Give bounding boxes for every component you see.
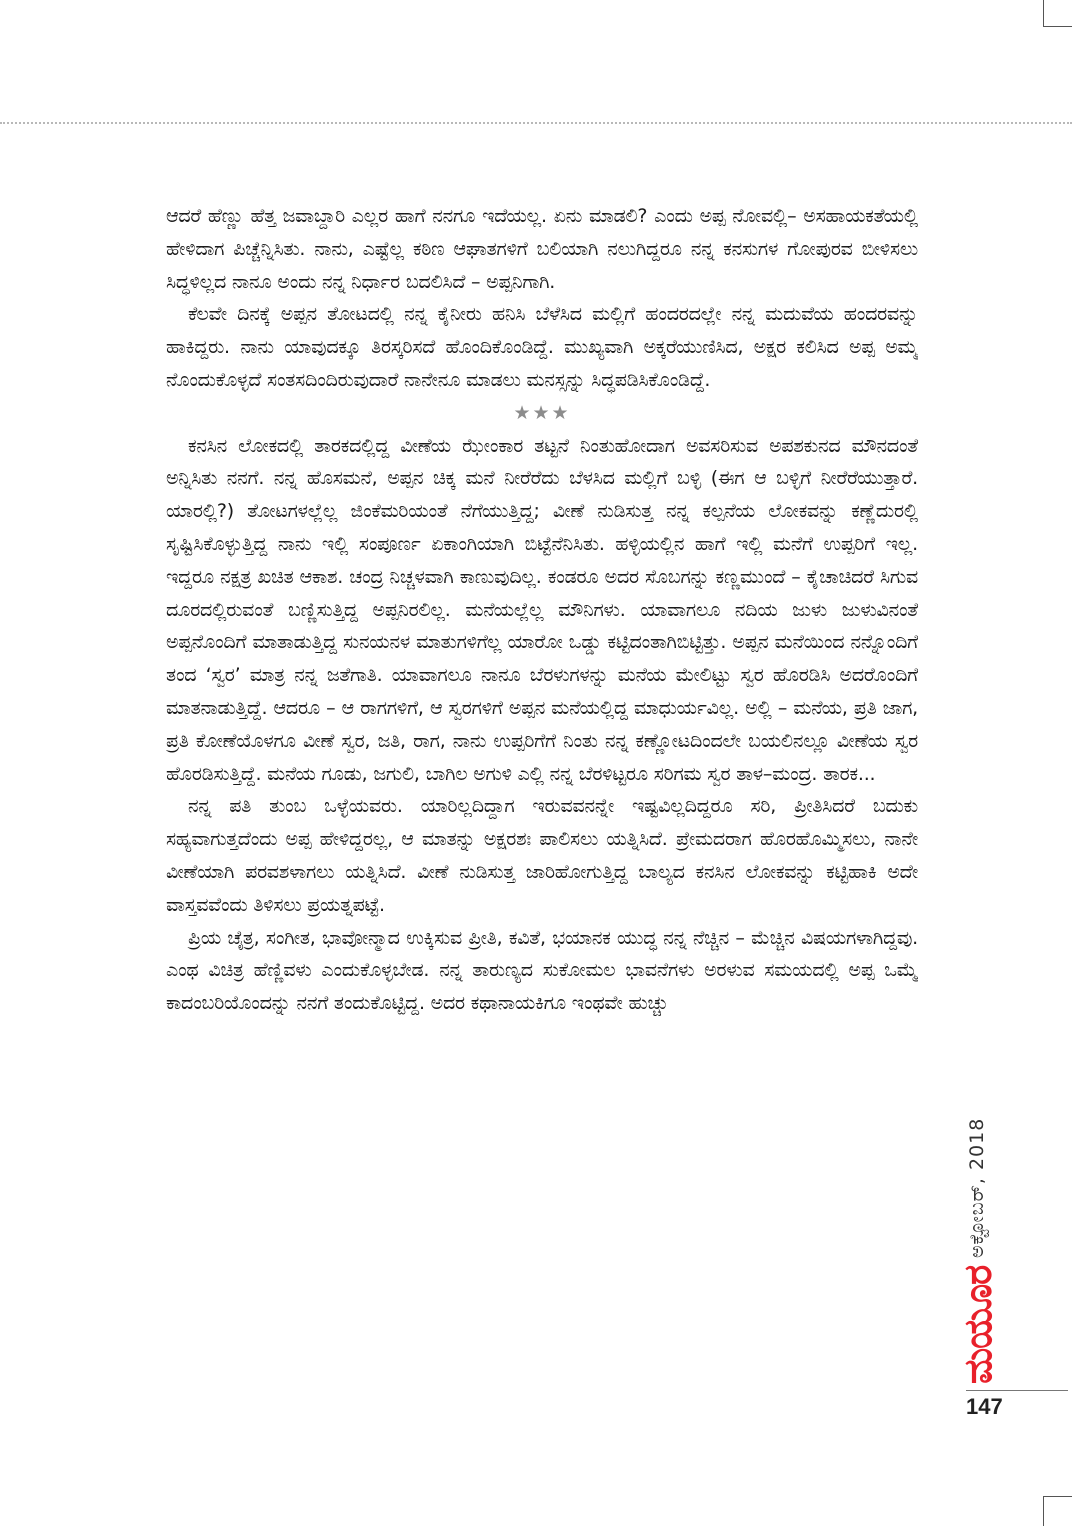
crop-mark-bottom — [1043, 1496, 1072, 1526]
paragraph-1: ಆದರೆ ಹೆಣ್ಣು ಹೆತ್ತ ಜವಾಬ್ದಾರಿ ಎಲ್ಲರ ಹಾಗೆ ನನಗೂ ಇದೆಯಲ್ಲ. ಏನು ಮಾಡಲಿ? ಎಂದು ಅಪ್ಪ ನೋವಲ್ಲಿ– ಅಸಹಾಯಕತೆಯಲ್ಲಿ ಹೇಳಿದಾಗ ಪಿಚ್ಚೆನ್ನಿಸಿತು. ನಾನು, ಎಷ್ಟೆಲ್ಲ ಕಠಿಣ ಆಘಾತಗಳಿಗೆ ಬಲಿಯಾಗಿ ನಲುಗಿದ್ದರೂ ನನ್ನ ಕನಸುಗಳ ಗೋಪುರವ ಬೀಳಿಸಲು ಸಿದ್ಧಳಿಲ್ಲದ ನಾನೂ ಅಂದು ನನ್ನ ನಿರ್ಧಾರ ಬದಲಿಸಿದೆ – ಅಪ್ಪನಿಗಾಗಿ. — [166, 205, 918, 293]
crop-mark-top — [1043, 0, 1072, 27]
page-number-rule — [966, 1390, 1068, 1391]
header-dotted-rule — [0, 122, 1072, 124]
paragraph-2: ಕೆಲವೇ ದಿನಕ್ಕೆ ಅಪ್ಪನ ತೋಟದಲ್ಲಿ ನನ್ನ ಕೈನೀರು ಹನಿಸಿ ಬೆಳೆಸಿದ ಮಲ್ಲಿಗೆ ಹಂದರದಲ್ಲೇ ನನ್ನ ಮದುವೆಯ ಹಂದರವನ್ನು ಹಾಕಿದ್ದರು. ನಾನು ಯಾವುದಕ್ಕೂ ತಿರಸ್ಕರಿಸದೆ ಹೊಂದಿಕೊಂಡಿದ್ದೆ. ಮುಖ್ಯವಾಗಿ ಅಕ್ಕರೆಯುಣಿಸಿದ, ಅಕ್ಷರ ಕಲಿಸಿದ ಅಪ್ಪ ಅಮ್ಮ ನೊಂದುಕೊಳ್ಳದೆ ಸಂತಸದಿಂದಿರುವುದಾರೆ ನಾನೇನೂ ಮಾಡಲು ಮನಸ್ಸನ್ನು ಸಿದ್ಧಪಡಿಸಿಕೊಂಡಿದ್ದೆ. — [166, 303, 918, 391]
paragraph-3: ಕನಸಿನ ಲೋಕದಲ್ಲಿ ತಾರಕದಲ್ಲಿದ್ದ ವೀಣೆಯ ಝೇಂಕಾರ ತಟ್ಟನೆ ನಿಂತುಹೋದಾಗ ಅವಸರಿಸುವ ಅಪಶಕುನದ ಮೌನದಂತೆ ಅನ್ನಿಸಿತು ನನಗೆ. ನನ್ನ ಹೊಸಮನೆ, ಅಪ್ಪನ ಚಿಕ್ಕ ಮನೆ ನೀರೆರೆದು ಬೆಳಸಿದ ಮಲ್ಲಿಗೆ ಬಳ್ಳಿ (ಈಗ ಆ ಬಳ್ಳಿಗೆ ನೀರೆರೆಯುತ್ತಾರೆ. ಯಾರಲ್ಲಿ?) ತೋಟಗಳಲ್ಲೆಲ್ಲ ಜಿಂಕೆಮರಿಯಂತೆ ನೆಗೆಯುತ್ತಿದ್ದ; ವೀಣೆ ನುಡಿಸುತ್ತ ನನ್ನ ಕಲ್ಪನೆಯ ಲೋಕವನ್ನು ಕಣ್ಣೆದುರಲ್ಲಿ ಸೃಷ್ಟಿಸಿಕೊಳ್ಳುತ್ತಿದ್ದ ನಾನು ಇಲ್ಲಿ ಸಂಪೂರ್ಣ ಏಕಾಂಗಿಯಾಗಿ ಬಿಟ್ಟೆನೆನಿಸಿತು. ಹಳ್ಳಿಯಲ್ಲಿನ ಹಾಗೆ ಇಲ್ಲಿ ಮನೆಗೆ ಉಪ್ಪರಿಗೆ ಇಲ್ಲ. ಇದ್ದರೂ ನಕ್ಷತ್ರ ಖಚಿತ ಆಕಾಶ. ಚಂದ್ರ ನಿಚ್ಚಳವಾಗಿ ಕಾಣುವುದಿಲ್ಲ. ಕಂಡರೂ ಅದರ ಸೊಬಗನ್ನು ಕಣ್ಣಮುಂದೆ – ಕೈಚಾಚಿದರೆ ಸಿಗುವ ದೂರದಲ್ಲಿರುವಂತೆ ಬಣ್ಣಿಸುತ್ತಿದ್ದ ಅಪ್ಪನಿರಲಿಲ್ಲ. ಮನೆಯಲ್ಲೆಲ್ಲ ಮೌನಿಗಳು. ಯಾವಾಗಲೂ ನದಿಯ ಜುಳು ಜುಳುವಿನಂತೆ ಅಪ್ಪನೊಂದಿಗೆ ಮಾತಾಡುತ್ತಿದ್ದ ಸುನಯನಳ ಮಾತುಗಳಿಗೆಲ್ಲ ಯಾರೋ ಒಡ್ಡು ಕಟ್ಟಿದಂತಾಗಿಬಿಟ್ಟಿತ್ತು. ಅಪ್ಪನ ಮನೆಯಿಂದ ನನ್ನೊಂದಿಗೆ ತಂದ ‘ಸ್ವರ’ ಮಾತ್ರ ನನ್ನ ಜತೆಗಾತಿ. ಯಾವಾಗಲೂ ನಾನೂ ಬೆರಳುಗಳನ್ನು ಮನೆಯ ಮೇಲಿಟ್ಟು ಸ್ವರ ಹೊರಡಿಸಿ ಅದರೊಂದಿಗೆ ಮಾತನಾಡುತ್ತಿದ್ದೆ. ಆದರೂ – ಆ ರಾಗಗಳಿಗೆ, ಆ ಸ್ವರಗಳಿಗೆ ಅಪ್ಪನ ಮನೆಯಲ್ಲಿದ್ದ ಮಾಧುರ್ಯವಿಲ್ಲ. ಅಲ್ಲಿ – ಮನೆಯ, ಪ್ರತಿ ಜಾಗ, ಪ್ರತಿ ಕೋಣೆಯೊಳಗೂ ವೀಣೆ ಸ್ವರ, ಜತಿ, ರಾಗ, ನಾನು ಉಪ್ಪರಿಗೆಗೆ ನಿಂತು ನನ್ನ ಕಣ್ಣೋಟದಿಂದಲೇ ಬಯಲಿನಲ್ಲೂ ವೀಣೆಯ ಸ್ವರ ಹೊರಡಿಸುತ್ತಿದ್ದೆ. ಮನೆಯ ಗೂಡು, ಜಗುಲಿ, ಬಾಗಿಲ ಅಗುಳಿ ಎಲ್ಲಿ ನನ್ನ ಬೆರಳಿಟ್ಟರೂ ಸರಿಗಮ ಸ್ವರ ತಾಳ–ಮಂದ್ರ. ತಾರಕ... — [166, 434, 918, 785]
section-separator: ★★★ — [513, 401, 571, 424]
issue-date: ಅಕ್ಟೋಬರ್, 2018 — [966, 1117, 988, 1258]
article-body — [166, 200, 918, 1430]
paragraph-5: ಪ್ರಿಯ ಚೈತ್ರ, ಸಂಗೀತ, ಭಾವೋನ್ಮಾದ ಉಕ್ಕಿಸುವ ಪ್ರೀತಿ, ಕವಿತೆ, ಭಯಾನಕ ಯುದ್ಧ ನನ್ನ ನೆಚ್ಚಿನ – ಮೆಚ್ಚಿನ ವಿಷಯಗಳಾಗಿದ್ದವು. ಎಂಥ ವಿಚಿತ್ರ ಹೆಣ್ಣಿವಳು ಎಂದುಕೊಳ್ಳಬೇಡ. ನನ್ನ ತಾರುಣ್ಯದ ಸುಕೋಮಲ ಭಾವನೆಗಳು ಅರಳುವ ಸಮಯದಲ್ಲಿ ಅಪ್ಪ ಒಮ್ಮೆ ಕಾದಂಬರಿಯೊಂದನ್ನು ನನಗೆ ತಂದುಕೊಟ್ಟಿದ್ದ. ಅದರ ಕಥಾನಾಯಕಿಗೂ ಇಂಥವೇ ಹುಚ್ಚು — [166, 926, 918, 1015]
magazine-logo: ಮಯೂರ — [956, 1265, 1000, 1384]
page-number: 147 — [966, 1394, 1003, 1419]
paragraph-4: ನನ್ನ ಪತಿ ತುಂಬ ಒಳ್ಳೆಯವರು. ಯಾರಿಲ್ಲದಿದ್ದಾಗ ಇರುವವನನ್ನೇ ಇಷ್ಟವಿಲ್ಲದಿದ್ದರೂ ಸರಿ, ಪ್ರೀತಿಸಿದರೆ ಬದುಕು ಸಹ್ಯವಾಗುತ್ತದೆಂದು ಅಪ್ಪ ಹೇಳಿದ್ದರಲ್ಲ, ಆ ಮಾತನ್ನು ಅಕ್ಷರಶಃ ಪಾಲಿಸಲು ಯತ್ನಿಸಿದೆ. ಪ್ರೇಮದರಾಗ ಹೊರಹೊಮ್ಮಿಸಲು, ನಾನೇ ವೀಣೆಯಾಗಿ ಪರವಶಳಾಗಲು ಯತ್ನಿಸಿದೆ. ವೀಣೆ ನುಡಿಸುತ್ತ ಜಾರಿಹೋಗುತ್ತಿದ್ದ ಬಾಲ್ಯದ ಕನಸಿನ ಲೋಕವನ್ನು ಕಟ್ಟಿಹಾಕಿ ಅದೇ ವಾಸ್ತವವೆಂದು ತಿಳಿಸಲು ಪ್ರಯತ್ನಪಟ್ಟೆ. — [166, 795, 918, 916]
